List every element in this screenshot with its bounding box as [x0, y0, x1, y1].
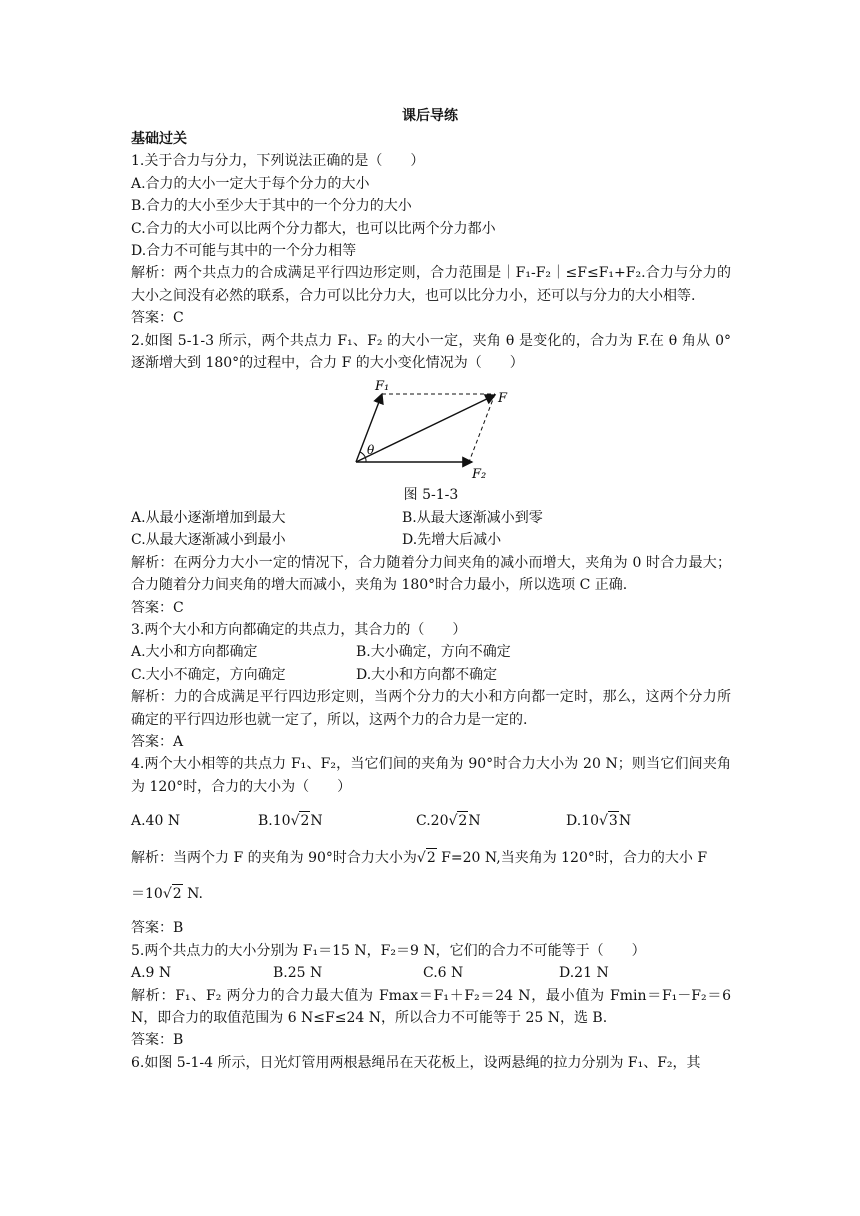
q1-option-b: B.合力的大小至少大于其中的一个分力的大小 — [131, 198, 412, 215]
section-heading: 基础过关 — [131, 131, 187, 147]
q4-stem: 4.两个大小相等的共点力 F₁、F₂，当它们间的夹角为 90°时合力大小为 20 N；则当它们间夹角为 120°时，合力的大小为（ ） — [131, 756, 731, 795]
label-f2: F₂ — [472, 467, 487, 483]
q1-option-d: D.合力不可能与其中的一个分力相等 — [131, 243, 357, 260]
figure-caption: 图 5-1-3 — [403, 487, 459, 504]
label-f1: F₁ — [375, 379, 390, 395]
q4-options-row — [131, 810, 731, 832]
q2-answer: 答案：C — [131, 599, 184, 616]
q6-stem: 6.如图 5-1-4 所示，日光灯管用两根悬绳吊在天花板上，设两悬绳的拉力分别为 F₁、F₂，其 — [131, 1054, 701, 1071]
angle-arc — [360, 452, 366, 462]
content — [131, 128, 731, 1074]
q2-option-c: C.从最大逐渐减小到最小 — [131, 532, 286, 549]
q5-analysis: 解析：F₁、F₂ 两分力的合力最大值为 Fmax＝F₁＋F₂＝24 N，最小值为 Fmin＝F₁－F₂＝6 N，即合力的取值范围为 6 N≤F≤24 N，所以合力不可能等于 25 N，选 B. — [131, 987, 731, 1026]
q2-stem: 2.如图 5-1-3 所示，两个共点力 F₁、F₂ 的大小一定，夹角 θ 是变化的，合力为 F.在 θ 角从 0°逐渐增大到 180°的过程中，合力 F 的大小变化情况为（ ） — [131, 332, 731, 372]
q5-option-d: D.21 N — [559, 965, 609, 982]
q4-option-a: A.40 N — [131, 813, 181, 830]
dashed-right-edge — [469, 394, 495, 462]
q2-option-a: A.从最小逐渐增加到最大 — [131, 509, 286, 526]
q3-analysis: 解析：力的合成满足平行四边形定则，当两个分力的大小和方向都一定时，那么，这两个分力所确定的平行四边形也就一定了，所以，这两个力的合力是一定的. — [131, 689, 731, 728]
q5-options-row — [131, 962, 731, 984]
q2-analysis: 解析：在两分力大小一定的情况下，合力随着分力间夹角的减小而增大，夹角为 0 时合力最大；合力随着分力间夹角的增大而减小，夹角为 180°时合力最小，所以选项 C 正确. — [131, 554, 731, 594]
q2-option-d: D.先增大后减小 — [402, 532, 502, 549]
q5-answer: 答案：B — [131, 1032, 184, 1049]
q5-option-b: B.25 N — [273, 965, 323, 982]
q5-option-c: C.6 N — [423, 965, 464, 982]
q3-option-b: B.大小确定，方向不确定 — [356, 644, 511, 661]
q1-option-a: A.合力的大小一定大于每个分力的大小 — [131, 175, 370, 192]
q3-options-row-1 — [131, 641, 731, 663]
q3-answer: 答案：A — [131, 733, 184, 750]
label-theta: θ — [367, 443, 375, 458]
sqrt-symbol: √3 — [599, 813, 618, 830]
q4-analysis-continued: ＝10√2 N. — [131, 883, 731, 905]
q5-option-a: A.9 N — [131, 965, 172, 982]
page-title: 课后导练 — [402, 108, 458, 124]
q2-options-row-2 — [131, 529, 731, 551]
sqrt-symbol: √2 — [290, 813, 310, 830]
q3-option-d: D.大小和方向都不确定 — [356, 666, 498, 683]
q4-option-d: D.10√3N — [566, 810, 631, 832]
q3-option-a: A.大小和方向都确定 — [131, 644, 258, 661]
q3-stem: 3.两个大小和方向都确定的共点力，其合力的（ ） — [131, 621, 467, 638]
q4-option-b: B.10√2N — [258, 810, 416, 832]
q3-options-row-2 — [131, 664, 731, 686]
q3-option-c: C.大小不确定，方向确定 — [131, 666, 286, 683]
figure-5-1-3 — [131, 374, 731, 484]
q4-answer: 答案：B — [131, 920, 184, 937]
sqrt-symbol: √2 — [162, 885, 182, 902]
q1-option-c: C.合力的大小可以比两个分力都大，也可以比两个分力都小 — [131, 220, 496, 237]
vector-f-arrow — [356, 395, 495, 462]
q2-options-row-1 — [131, 507, 731, 529]
q5-stem: 5.两个共点力的大小分别为 F₁＝15 N，F₂＝9 N，它们的合力不可能等于（ ） — [131, 942, 646, 959]
q2-option-b: B.从最大逐渐减小到零 — [402, 509, 543, 526]
q4-option-c: C.20√2N — [416, 810, 566, 832]
q4-analysis: 解析：当两个力 F 的夹角为 90°时合力大小为√2 F=20 N,当夹角为 120°时，合力的大小 F — [131, 847, 731, 869]
label-f: F — [498, 391, 508, 407]
q1-stem: 1.关于合力与分力，下列说法正确的是（ ） — [131, 153, 425, 170]
q1-answer: 答案：C — [131, 310, 184, 327]
sqrt-symbol: √2 — [416, 849, 436, 866]
sqrt-symbol: √2 — [448, 813, 468, 830]
parallelogram-diagram — [349, 374, 508, 484]
q1-analysis: 解析：两个共点力的合成满足平行四边形定则，合力范围是｜F₁-F₂｜≤F≤F₁+F₂.合力与分力的大小之间没有必然的联系，合力可以比分力大，也可以比分力小，还可以与分力的大小相等. — [131, 265, 731, 304]
